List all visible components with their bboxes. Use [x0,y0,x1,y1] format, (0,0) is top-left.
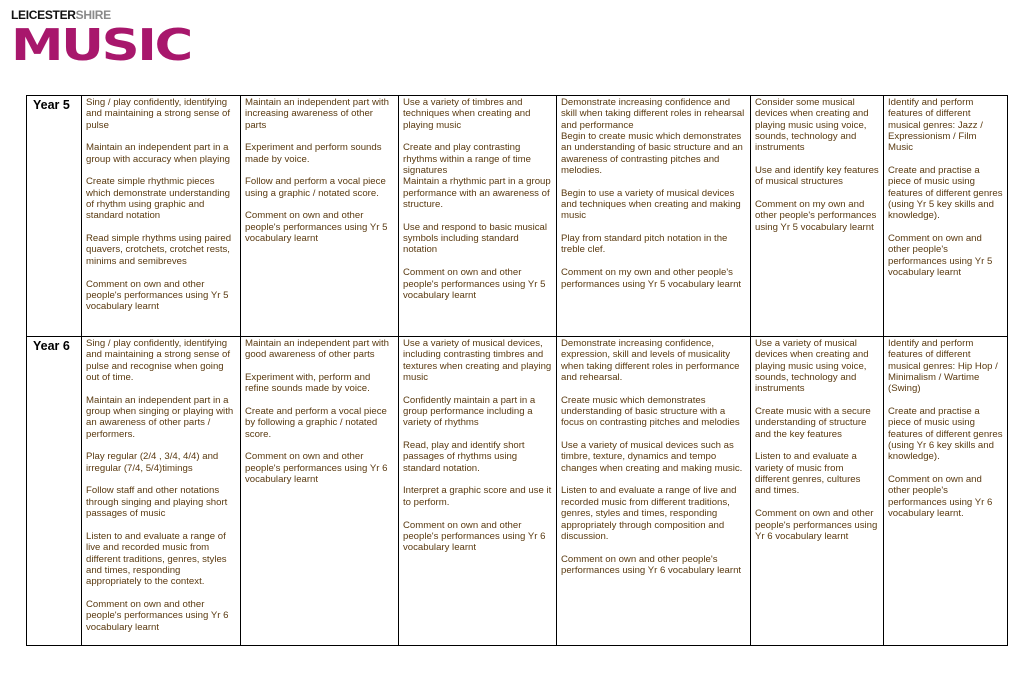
cell-paragraph: Demonstrate increasing confidence and skill when taking different roles in rehearsal and performance Begin to create music which demonstrates an understanding of basic structure and an awareness of contrasting pitches and melodies. [561,97,745,177]
table-cell [884,96,1008,337]
cell-paragraph: Interpret a graphic score and use it to perform. [403,485,552,508]
table-cell [751,96,884,337]
cell-paragraph: Read simple rhythms using paired quavers, crotchets, crotchet rests, minims and semibreves [86,233,232,267]
cell-paragraph: Maintain an independent part with increasing awareness of other parts [245,97,390,131]
year-label: Year 6 [27,337,82,646]
cell-paragraph: Identify and perform features of different musical genres: Jazz / Expressionism / Film Music [888,97,983,154]
cell-paragraph: Sing / play confidently, identifying and maintaining a strong sense of pulse and recognise when going out of time. [86,338,230,384]
cell-paragraph: Listen to and evaluate a range of live and recorded music from different traditions, genres, styles and times, responding appropriately to the context. [86,530,227,588]
year-label: Year 5 [27,96,82,337]
cell-paragraph: Use a variety of musical devices when creating and playing music using voice, sounds, technology and instruments [755,338,869,395]
cell-paragraph: Comment on own and other people's performances using Yr 6 vocabulary learnt [86,598,229,633]
cell-paragraph: Comment on own and other people's performances using Yr 6 vocabulary learnt [561,553,742,576]
cell-paragraph: Use and respond to basic musical symbols including standard notation [403,221,547,256]
cell-paragraph: Demonstrate increasing confidence, expression, skill and levels of musicality when taking different roles in performance and rehearsal. [561,338,740,384]
cell-paragraph: Comment on own and other people's performances using Yr 5 vocabulary learnt [403,267,546,301]
cell-paragraph: Use and identify key features of musical structures [755,165,879,188]
cell-paragraph: Consider some musical devices when creating and playing music using voice, sounds, technology and instruments [755,97,869,154]
cell-paragraph: Comment on my own and other people's performances using Yr 5 vocabulary learnt [755,199,877,233]
table-row [27,337,1008,646]
cell-paragraph: Create and practise a piece of music using features of different genres (using Yr 5 key skills and knowledge). [888,165,1003,222]
table-cell [241,337,399,646]
cell-paragraph: Maintain an independent part with good awareness of other parts [245,338,390,361]
table-cell [82,337,241,646]
cell-paragraph: Follow staff and other notations through singing and playing short passages of music [86,485,228,520]
cell-paragraph: Create music which demonstrates understanding of basic structure with a focus on contrasting pitches and melodies [561,394,740,429]
cell-paragraph: Identify and perform features of different musical genres: Hip Hop / Minimalism / Wartime (Swing) [888,338,998,395]
logo-leicester: LEICESTER [11,8,76,22]
logo-music: MUSIC [11,20,191,71]
table-cell [557,96,751,337]
cell-paragraph: Confidently maintain a part in a group performance including a variety of rhythms [403,394,536,429]
cell-paragraph: Comment on own and other people's performances using Yr 6 vocabulary learnt [245,451,388,486]
table-row [27,96,1008,337]
table-cell [399,96,557,337]
cell-paragraph: Listen to and evaluate a variety of music from different genres, cultures and times. [755,451,861,497]
cell-paragraph: Maintain an independent part in a group with accuracy when playing [86,142,230,165]
cell-paragraph: Create and perform a vocal piece by following a graphic / notated score. [245,406,387,440]
cell-paragraph: Comment on own and other people's performances using Yr 5 vocabulary learnt [888,233,993,279]
curriculum-table [26,95,1008,646]
table-cell [884,337,1008,646]
table-cell [557,337,751,646]
cell-paragraph: Sing / play confidently, identifying and maintaining a strong sense of pulse [86,97,230,131]
table-cell [751,337,884,646]
cell-paragraph: Comment on own and other people's performances using Yr 6 vocabulary learnt. [888,474,993,520]
cell-paragraph: Use a variety of musical devices, including contrasting timbres and textures when creating and playing music [403,338,552,384]
cell-paragraph: Comment on own and other people's performances using Yr 5 vocabulary learnt [86,278,229,313]
cell-paragraph: Maintain an independent part in a group when singing or playing with an awareness of other parts / performers. [86,394,234,440]
table-cell [82,96,241,337]
leicestershire-music-logo [11,8,191,71]
cell-paragraph: Play regular (2/4 , 3/4, 4/4) and irregular (7/4, 5/4)timings [86,451,219,474]
logo-shire: SHIRE [75,8,111,22]
cell-paragraph: Listen to and evaluate a range of live and recorded music from different traditions, genres, styles and times, responding appropriately through composition and discussion. [561,485,737,542]
cell-paragraph: Use a variety of timbres and techniques when creating and playing music [403,97,531,131]
cell-paragraph: Create simple rhythmic pieces which demonstrate understanding of rhythm using graphic and standard notation [86,176,230,222]
table-cell [241,96,399,337]
cell-paragraph: Comment on own and other people's performances using Yr 6 vocabulary learnt [403,519,546,554]
cell-paragraph: Play from standard pitch notation in the treble clef. [561,233,728,256]
cell-paragraph: Experiment and perform sounds made by voice. [245,142,382,165]
cell-paragraph: Comment on own and other people's performances using Yr 6 vocabulary learnt [755,508,878,542]
cell-paragraph: Comment on own and other people's performances using Yr 5 vocabulary learnt [245,210,388,245]
cell-paragraph: Create and practise a piece of music using features of different genres (using Yr 6 key skills and knowledge). [888,406,1003,463]
cell-paragraph: Use a variety of musical devices such as timbre, texture, dynamics and tempo changes when creating and making music. [561,440,743,474]
cell-paragraph: Read, play and identify short passages of rhythms using standard notation. [403,440,525,474]
cell-paragraph: Create and play contrasting rhythms within a range of time signatures Maintain a rhythmic part in a group performance with an awareness of structure. [403,142,551,211]
table-cell [399,337,557,646]
cell-paragraph: Create music with a secure understanding of structure and the key features [755,406,871,440]
cell-paragraph: Begin to use a variety of musical devices and techniques when creating and making music [561,187,741,222]
cell-paragraph: Comment on my own and other people's performances using Yr 5 vocabulary learnt [561,267,742,290]
cell-paragraph: Follow and perform a vocal piece using a graphic / notated score. [245,176,386,199]
cell-paragraph: Experiment with, perform and refine sounds made by voice. [245,372,371,395]
